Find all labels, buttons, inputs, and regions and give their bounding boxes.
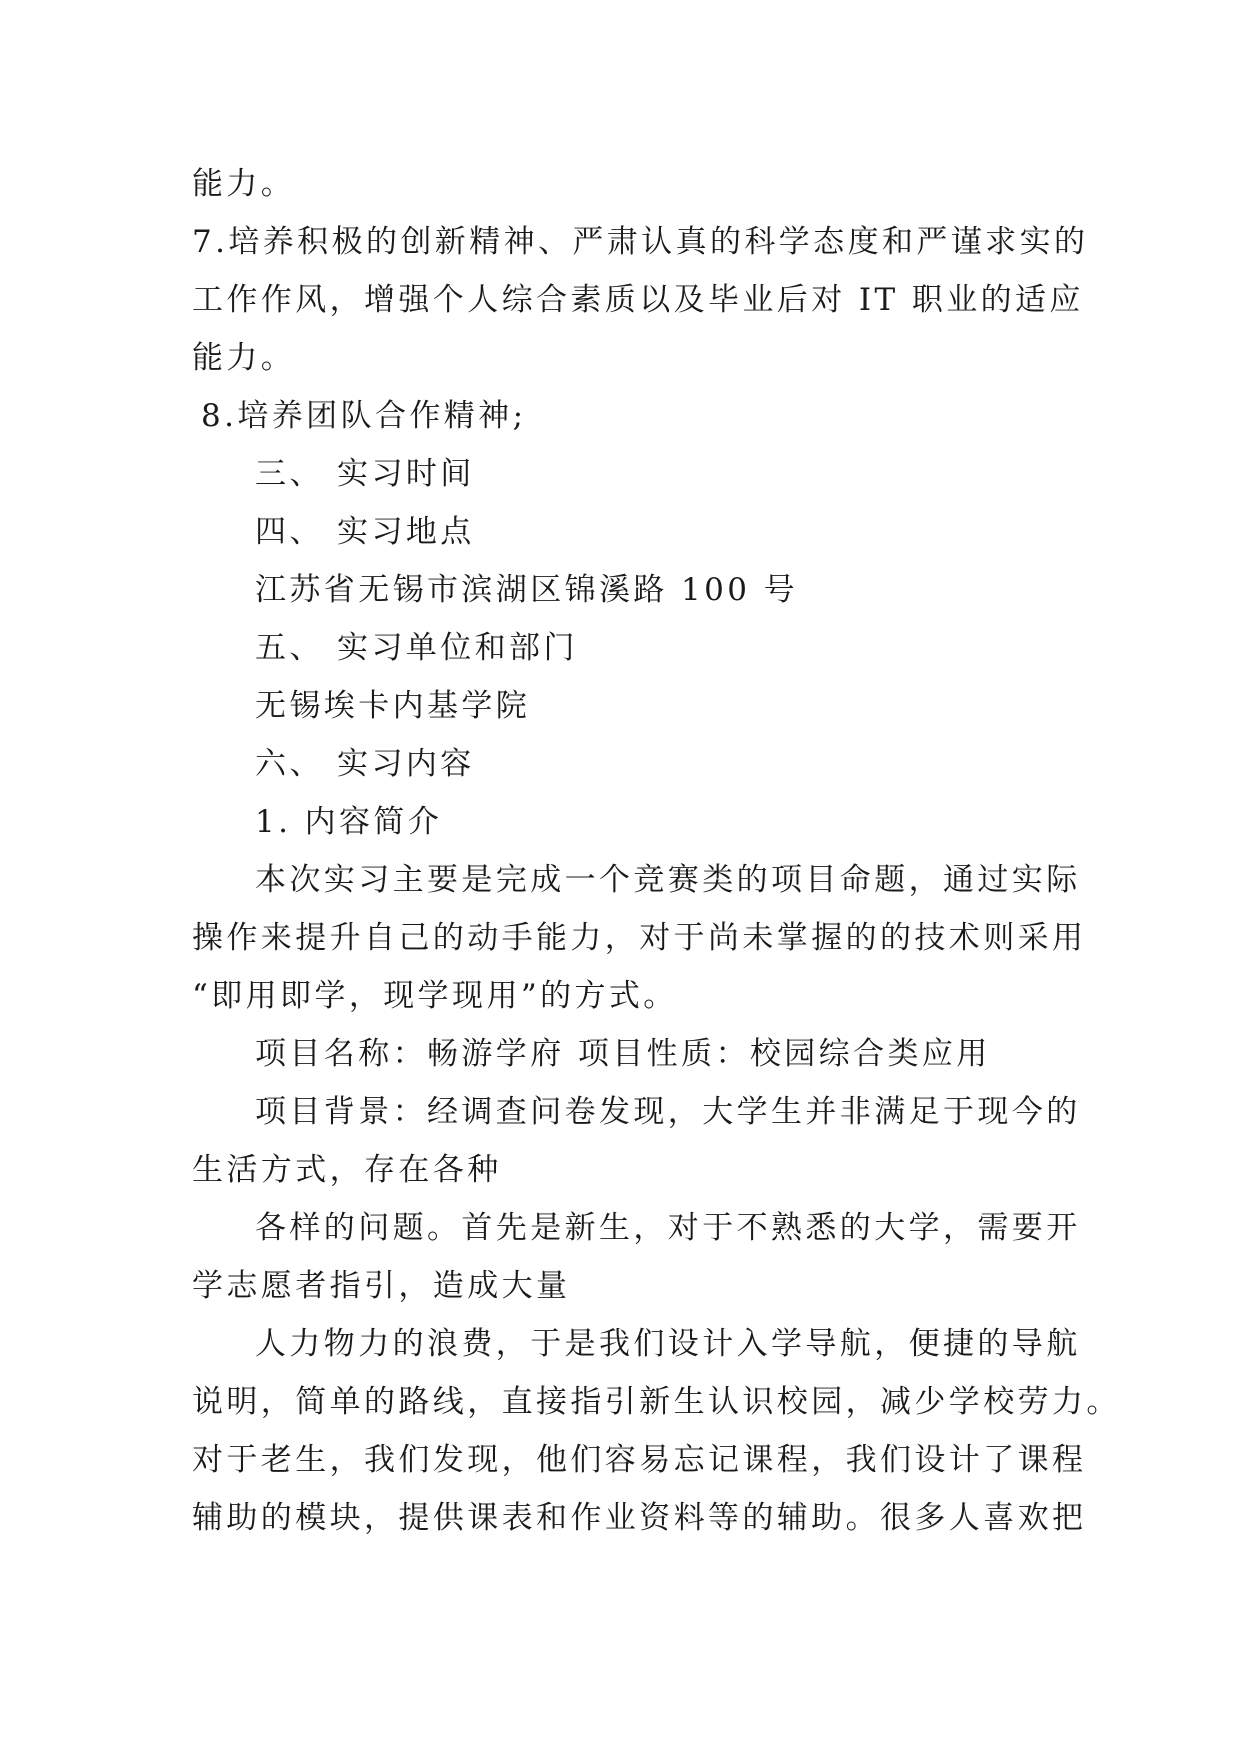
- text-line: “即用即学，现学现用”的方式。: [192, 978, 678, 1014]
- text-line: 说明，简单的路线，直接指引新生认识校园，减少学校劳力。: [192, 1384, 1121, 1420]
- text-line: 辅助的模块，提供课表和作业资料等的辅助。很多人喜欢把: [192, 1500, 1087, 1536]
- text-line: 人力物力的浪费，于是我们设计入学导航，便捷的导航: [255, 1326, 1081, 1362]
- text-line: 各样的问题。首先是新生，对于不熟悉的大学，需要开: [255, 1210, 1081, 1246]
- text-line: 能力。: [192, 340, 296, 376]
- text-line: 7.培养积极的创新精神、严肃认真的科学态度和严谨求实的: [192, 224, 1089, 260]
- section-heading: 三、 实习时间: [255, 456, 475, 492]
- text-line: 江苏省无锡市滨湖区锦溪路 100 号: [255, 572, 799, 608]
- text-line: 学志愿者指引，造成大量: [192, 1268, 571, 1304]
- text-line: 生活方式，存在各种: [192, 1152, 502, 1188]
- subsection-heading: 1. 内容简介: [255, 804, 443, 840]
- text-line: 能力。: [192, 166, 296, 202]
- text-line: 项目背景：经调查问卷发现，大学生并非满足于现今的: [255, 1094, 1081, 1130]
- text-line: 8.培养团队合作精神;: [201, 398, 527, 434]
- section-heading: 五、 实习单位和部门: [255, 630, 578, 666]
- text-line: 工作作风，增强个人综合素质以及毕业后对 IT 职业的适应: [192, 282, 1084, 318]
- text-line: 本次实习主要是完成一个竞赛类的项目命题，通过实际: [255, 862, 1081, 898]
- text-line: 对于老生，我们发现，他们容易忘记课程，我们设计了课程: [192, 1442, 1087, 1478]
- section-heading: 四、 实习地点: [255, 514, 475, 550]
- text-line: 项目名称：畅游学府 项目性质：校园综合类应用: [255, 1036, 991, 1072]
- text-line: 操作来提升自己的动手能力，对于尚未掌握的的技术则采用: [192, 920, 1087, 956]
- text-line: 无锡埃卡内基学院: [255, 688, 531, 724]
- section-heading: 六、 实习内容: [255, 746, 475, 782]
